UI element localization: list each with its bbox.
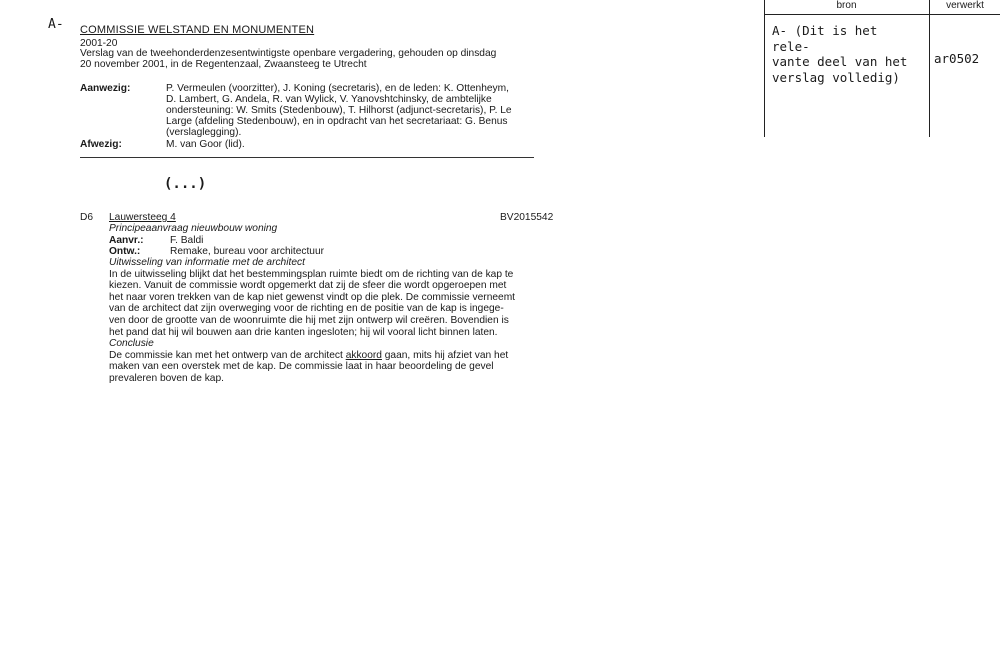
conclusion-text: gaan, mits hij afziet van het bbox=[381, 349, 509, 361]
document-title: COMMISSIE WELSTAND EN MONUMENTEN bbox=[80, 24, 315, 36]
designer-label: Ontw.: bbox=[109, 246, 141, 257]
present-line: Large (afdeling Stedenbouw), en in opdracht van het secretariaat: G. Benus bbox=[166, 116, 508, 127]
body-line: maken van een overstek met de kap. De commissie laat in haar beoordeling de gevel bbox=[109, 361, 494, 373]
present-line: ondersteuning: W. Smits (Stedenbouw), T. Hilhorst (adjunct-secretaris), P. Le bbox=[166, 105, 512, 116]
exchange-heading: Uitwisseling van informatie met de architect bbox=[109, 257, 305, 268]
source-note-line: verslag volledig) bbox=[772, 69, 900, 85]
source-note-line: A- (Dit is het rele- bbox=[772, 23, 878, 54]
conclusion-text: De commissie kan met het ontwerp van de architect bbox=[109, 349, 346, 361]
conclusion-first-line bbox=[109, 350, 564, 362]
meeting-description-line: 20 november 2001, in de Regentenzaal, Zwaansteeg te Utrecht bbox=[80, 59, 367, 70]
conclusion-verdict: akkoord bbox=[345, 349, 382, 361]
item-subtitle: Principeaanvraag nieuwbouw woning bbox=[109, 223, 278, 234]
absent-label: Afwezig: bbox=[80, 139, 122, 150]
meeting-code: 2001-20 bbox=[80, 38, 118, 49]
item-reference: BV2015542 bbox=[500, 212, 554, 223]
applicant-value: F. Baldi bbox=[170, 235, 204, 246]
source-note bbox=[772, 23, 922, 85]
body-line: In de uitwisseling blijkt dat het bestemmingsplan ruimte biedt om de richting van de kap te bbox=[109, 268, 514, 280]
section-divider bbox=[80, 157, 534, 158]
processed-code: ar0502 bbox=[934, 51, 980, 66]
present-line: D. Lambert, G. Andela, R. van Wylick, V. Yanovshtchinsky, de ambtelijke bbox=[166, 94, 492, 105]
omission-marker: (...) bbox=[164, 176, 207, 192]
item-address: Lauwersteeg 4 bbox=[109, 212, 176, 223]
column-header-bron: bron bbox=[836, 0, 857, 11]
column-header-verwerkt: verwerkt bbox=[946, 0, 984, 11]
body-line: kiezen. Vanuit de commissie wordt opgemerkt dat zij de sfeer die wordt opgeroepen met bbox=[109, 280, 507, 292]
body-line: prevaleren boven de kap. bbox=[109, 372, 224, 384]
source-note-line: vante deel van het bbox=[772, 54, 908, 69]
body-line: het pand dat hij wil bouwen aan drie kanten ingesloten; hij wil vooral licht binnen laten. bbox=[109, 326, 498, 338]
item-body bbox=[109, 257, 564, 385]
body-line: het naar voren trekken van de kap niet gewenst vindt op die plek. De commissie verneemt bbox=[109, 291, 516, 303]
present-label: Aanwezig: bbox=[80, 83, 131, 94]
meeting-description-line: Verslag van de tweehonderdenzesentwintigste openbare vergadering, gehouden op dinsdag bbox=[80, 48, 497, 59]
body-line: van de architect dat zijn overweging voor de richting en de positie van de kap is ingege- bbox=[109, 303, 504, 315]
absent-value: M. van Goor (lid). bbox=[166, 139, 245, 150]
designer-value: Remake, bureau voor architectuur bbox=[170, 246, 325, 257]
present-line: (verslaglegging). bbox=[166, 127, 242, 138]
body-line: ven door de grootte van de woonruimte die hij met zijn ontwerp wil creëren. Bovendien is bbox=[109, 314, 509, 326]
table-border bbox=[929, 0, 930, 137]
margin-marker: A- bbox=[48, 17, 64, 32]
present-line: P. Vermeulen (voorzitter), J. Koning (secretaris), en de leden: K. Ottenheym, bbox=[166, 83, 509, 94]
conclusion-heading: Conclusie bbox=[109, 338, 154, 350]
table-border bbox=[764, 0, 765, 137]
item-number: D6 bbox=[80, 212, 94, 223]
applicant-label: Aanvr.: bbox=[109, 235, 144, 246]
